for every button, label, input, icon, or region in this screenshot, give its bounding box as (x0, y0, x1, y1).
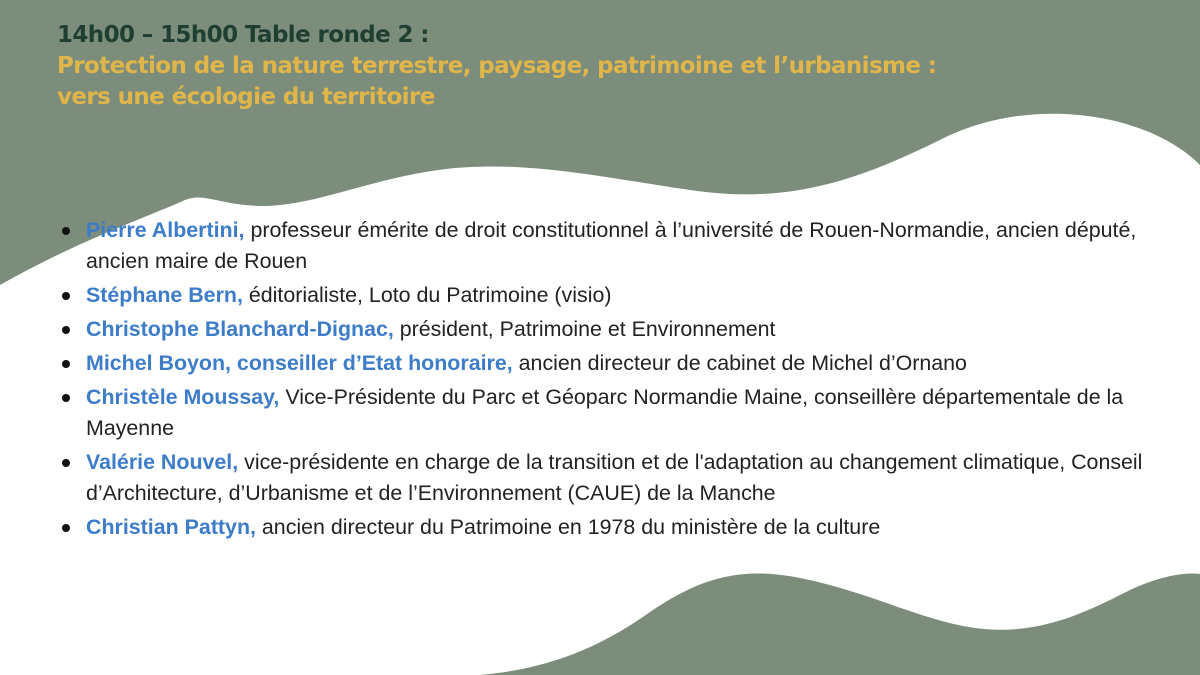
participant-item (58, 382, 1168, 444)
bullet-icon (62, 459, 70, 467)
participant-item (58, 314, 1168, 345)
participant-description: Vice-Présidente du Parc et Géoparc Normandie Maine, conseillère départementale de la Mayenne (86, 385, 1124, 440)
participant-name: Michel Boyon, conseiller d’Etat honoraire, (86, 351, 513, 375)
participant-name: Christèle Moussay, (86, 385, 280, 409)
participant-item (58, 280, 1168, 311)
bullet-icon (62, 326, 70, 334)
bullet-icon (62, 292, 70, 300)
participant-description: professeur émérite de droit constitutionnel à l’université de Rouen-Normandie, ancien député, ancien maire de Rouen (86, 218, 1137, 273)
participants-list (58, 215, 1168, 546)
participant-name: Stéphane Bern, (86, 283, 243, 307)
participant-name: Valérie Nouvel, (86, 450, 239, 474)
participant-name: Christian Pattyn, (86, 515, 256, 539)
session-title-line-2: vers une écologie du territoire (57, 84, 435, 110)
bullet-icon (62, 524, 70, 532)
participant-description: vice-présidente en charge de la transition et de l'adaptation au changement climatique, Conseil d’Architecture, d’Urbanisme et de l’Environnement (CAUE) de la Manche (86, 450, 1143, 505)
participant-description: ancien directeur du Patrimoine en 1978 du ministère de la culture (255, 515, 881, 539)
participant-description: président, Patrimoine et Environnement (393, 317, 776, 341)
participant-description: éditorialiste, Loto du Patrimoine (visio) (242, 283, 612, 307)
participant-item (58, 215, 1168, 277)
bullet-icon (62, 394, 70, 402)
participant-item (58, 348, 1168, 379)
header (57, 20, 1177, 113)
participant-item (58, 447, 1168, 509)
participant-name: Pierre Albertini, (86, 218, 245, 242)
participant-description: ancien directeur de cabinet de Michel d’Ornano (512, 351, 967, 375)
session-time-heading: 14h00 – 15h00 Table ronde 2 : (57, 22, 429, 48)
participant-name: Christophe Blanchard-Dignac, (86, 317, 394, 341)
bullet-icon (62, 360, 70, 368)
participant-item (58, 512, 1168, 543)
session-title-line-1: Protection de la nature terrestre, paysage, patrimoine et l’urbanisme : (57, 53, 937, 79)
bullet-icon (62, 227, 70, 235)
